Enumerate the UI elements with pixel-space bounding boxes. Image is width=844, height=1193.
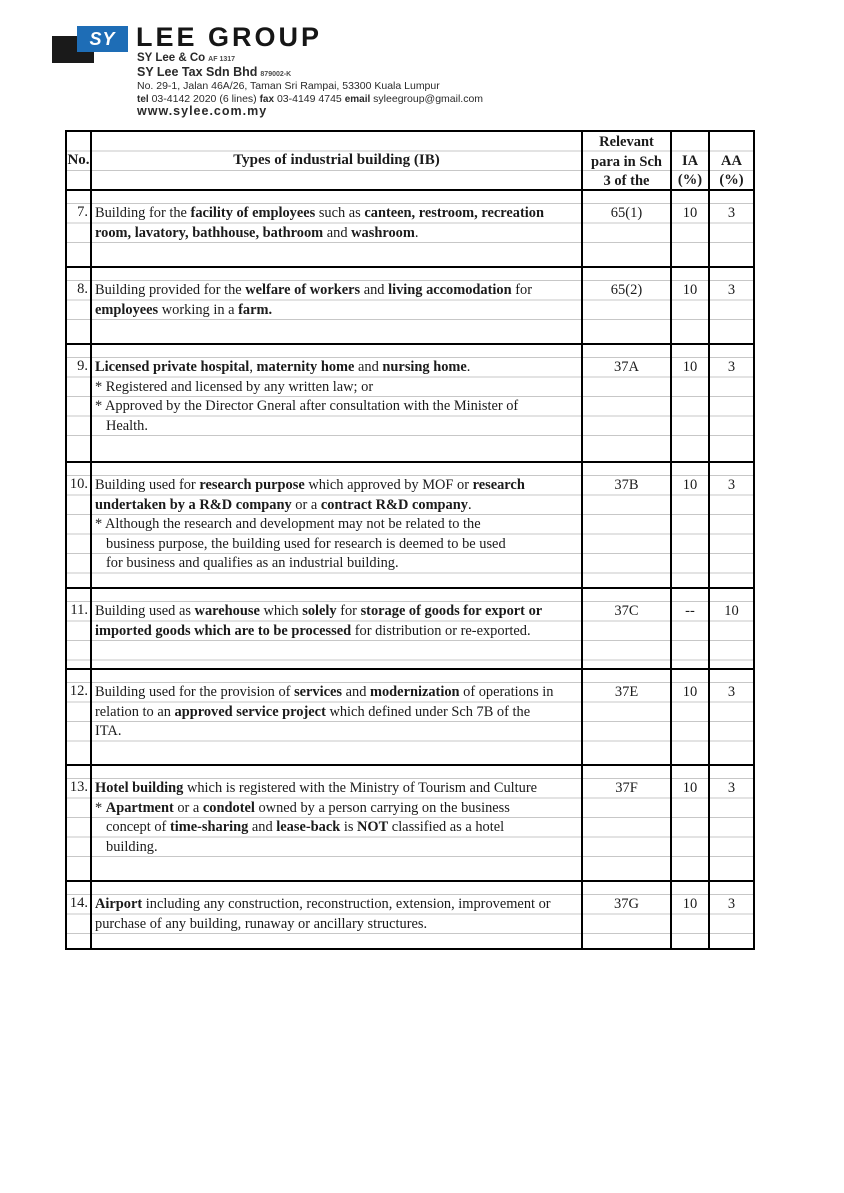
- row-description-cell: [92, 268, 583, 343]
- description-segment: Apartment: [105, 799, 174, 816]
- row-description-cell: [92, 766, 583, 880]
- description-segment: and: [360, 282, 389, 298]
- description-segment: condotel: [202, 799, 255, 816]
- description-segment: business purpose, the building used for research is deemed to be used: [106, 535, 506, 552]
- description-segment: .: [466, 359, 471, 375]
- description-segment: and: [248, 819, 277, 835]
- description-line: [95, 515, 578, 535]
- description-segment: research: [472, 477, 525, 493]
- firm-name-1: SY Lee & Co AF 1317: [137, 52, 236, 64]
- description-line: [95, 378, 578, 398]
- row-para-cell: 65(1): [583, 191, 672, 266]
- row-ia-cell: 10: [672, 882, 710, 948]
- description-segment: and: [354, 359, 383, 375]
- description-segment: such as: [315, 205, 365, 221]
- description-segment: lease-back: [276, 819, 341, 835]
- description-segment: solely: [302, 603, 337, 619]
- row-aa-cell: 3: [727, 477, 736, 493]
- firm-reg-2: 879002-K: [260, 70, 292, 78]
- header-relevant-para: Relevant para in Sch 3 of the: [583, 132, 672, 189]
- description-segment: undertaken by a R&D company: [95, 496, 292, 513]
- row-para-cell: 37F: [583, 766, 672, 880]
- description-line: [95, 224, 578, 244]
- description-segment: modernization: [370, 684, 460, 700]
- row-aa-cell: 10: [724, 603, 739, 619]
- description-segment: facility of employees: [190, 205, 316, 221]
- description-segment: contract R&D company: [320, 496, 468, 513]
- row-ia-cell: --: [672, 589, 710, 668]
- description-segment: employees: [95, 301, 159, 318]
- description-segment: which: [259, 603, 303, 619]
- row-description-cell: [92, 191, 583, 266]
- description-segment: farm.: [238, 301, 273, 318]
- table-row: [67, 882, 753, 948]
- header-types: Types of industrial building (IB): [92, 132, 583, 189]
- description-segment: Health.: [106, 417, 148, 434]
- row-aa-cell: 3: [727, 684, 736, 700]
- contact-segment: syleegroup@gmail.com: [370, 92, 484, 105]
- row-description-cell: [92, 463, 583, 587]
- letterhead: [0, 0, 844, 120]
- description-segment: Building provided for the: [95, 282, 246, 298]
- contact-segment: email: [344, 93, 371, 105]
- description-segment: ITA.: [95, 723, 122, 739]
- row-number-cell: 7.: [67, 191, 92, 266]
- description-segment: which is registered with the Ministry of Tourism and Culture: [183, 780, 538, 796]
- description-segment: approved service project: [174, 703, 326, 720]
- row-aa-cell: 3: [727, 282, 736, 298]
- description-line: [95, 683, 578, 703]
- description-line: [95, 779, 578, 799]
- description-segment: building.: [106, 838, 158, 855]
- description-segment: imported goods which are to be processed: [95, 622, 352, 639]
- logo-blue-box: [77, 26, 128, 52]
- description-segment: living accomodation: [388, 282, 512, 298]
- description-segment: canteen, restroom, recreation: [364, 205, 544, 221]
- brand-name: LEE GROUP: [136, 22, 323, 52]
- description-line: [95, 838, 578, 858]
- description-segment: time-sharing: [169, 819, 249, 835]
- header-aa: AA (%): [719, 152, 744, 189]
- description-line: [95, 818, 578, 838]
- description-segment: maternity home: [256, 359, 355, 375]
- description-segment: Building used for the provision of: [95, 684, 295, 700]
- row-aa-cell: 3: [727, 780, 736, 796]
- description-line: [95, 397, 578, 417]
- row-aa-cell: 3: [727, 359, 736, 375]
- description-line: [95, 417, 578, 437]
- row-ia-cell: 10: [672, 766, 710, 880]
- description-segment: storage of goods for export or: [360, 603, 543, 619]
- description-line: [95, 281, 578, 301]
- firm-name-2: SY Lee Tax Sdn Bhd 879002-K: [137, 64, 292, 79]
- description-line: [95, 301, 578, 321]
- logo-sy-text: SY: [89, 28, 116, 49]
- description-segment: Building used as: [95, 603, 195, 619]
- row-ia-cell: 10: [672, 670, 710, 764]
- description-segment: services: [294, 684, 343, 700]
- description-segment: which defined under Sch 7B of the: [325, 703, 531, 720]
- description-segment: for distribution or re-exported.: [351, 622, 531, 639]
- description-segment: and: [342, 684, 370, 700]
- description-segment: washroom: [351, 224, 415, 241]
- description-segment: or a: [173, 799, 203, 816]
- row-para-cell: 37C: [583, 589, 672, 668]
- header-no: No.: [67, 132, 92, 189]
- row-number-cell: 11.: [67, 589, 92, 668]
- row-ia-cell: 10: [672, 463, 710, 587]
- description-segment: NOT: [357, 819, 389, 835]
- description-line: [95, 915, 578, 935]
- row-para-cell: 37E: [583, 670, 672, 764]
- description-segment: research purpose: [199, 477, 305, 493]
- description-segment: Hotel building: [95, 780, 184, 796]
- description-segment: warehouse: [194, 603, 260, 619]
- row-number-cell: 8.: [67, 268, 92, 343]
- description-segment: is: [340, 819, 358, 835]
- table-row: [67, 670, 753, 766]
- description-line: [95, 622, 578, 642]
- row-description-cell: [92, 589, 583, 668]
- description-segment: * Approved by the Director Gneral after consultation with the Minister of: [95, 398, 519, 414]
- description-segment: concept of: [106, 819, 170, 835]
- description-segment: room, lavatory, bathhouse, bathroom: [95, 224, 324, 241]
- contact-segment: 03-4149 4745: [274, 92, 345, 105]
- table-row: [67, 463, 753, 589]
- table-header-row: [67, 132, 753, 191]
- row-number-cell: 12.: [67, 670, 92, 764]
- row-number-cell: 14.: [67, 882, 92, 948]
- description-segment: nursing home: [382, 359, 467, 375]
- firm-details: [137, 51, 483, 118]
- description-segment: Building for the: [95, 205, 191, 221]
- description-segment: * Although the research and development may not be related to the: [95, 516, 481, 532]
- description-segment: *: [95, 799, 106, 816]
- row-ia-cell: 10: [672, 345, 710, 461]
- description-line: [95, 476, 578, 496]
- description-segment: including any construction, reconstruction, extension, improvement or: [142, 896, 551, 912]
- description-segment: working in a: [158, 301, 239, 318]
- description-line: [95, 535, 578, 555]
- description-segment: which approved by MOF or: [304, 477, 473, 493]
- row-number-cell: 9.: [67, 345, 92, 461]
- row-aa-cell: 3: [727, 205, 736, 221]
- description-segment: .: [414, 224, 419, 241]
- row-description-cell: [92, 345, 583, 461]
- row-number-cell: 10.: [67, 463, 92, 587]
- description-segment: for business and qualifies as an industrial building.: [106, 555, 399, 571]
- description-segment: relation to an: [95, 703, 175, 720]
- description-segment: .: [467, 496, 472, 513]
- row-aa-cell: 3: [727, 896, 736, 912]
- row-ia-cell: 10: [672, 268, 710, 343]
- description-line: [95, 204, 578, 224]
- row-para-cell: 37A: [583, 345, 672, 461]
- description-segment: of operations in: [459, 684, 554, 700]
- description-segment: and: [323, 224, 352, 241]
- table-row: [67, 191, 753, 268]
- description-line: [95, 722, 578, 742]
- description-segment: welfare of workers: [245, 282, 361, 298]
- description-segment: purchase of any building, runaway or ancillary structures.: [95, 915, 428, 932]
- description-segment: Licensed private hospital: [95, 359, 250, 375]
- description-segment: * Registered and licensed by any written law; or: [95, 378, 374, 395]
- description-segment: Airport: [95, 896, 143, 912]
- row-para-cell: 65(2): [583, 268, 672, 343]
- firm-reg-1: AF 1317: [208, 56, 236, 63]
- table-row: [67, 268, 753, 345]
- contact-segment: fax: [259, 93, 275, 105]
- table-row: [67, 589, 753, 670]
- table-row: [67, 345, 753, 463]
- header-ia: IA (%): [672, 132, 710, 189]
- description-segment: for: [336, 603, 361, 619]
- row-description-cell: [92, 882, 583, 948]
- description-line: [95, 602, 578, 622]
- description-segment: ,: [249, 359, 257, 375]
- description-line: [95, 799, 578, 819]
- contact-segment: tel: [137, 93, 149, 105]
- industrial-building-table: [65, 130, 755, 950]
- description-line: [95, 554, 578, 574]
- row-para-cell: 37B: [583, 463, 672, 587]
- description-line: [95, 895, 578, 915]
- description-segment: or a: [291, 496, 321, 513]
- description-line: [95, 358, 578, 378]
- website-url: www.sylee.com.my: [137, 104, 268, 118]
- description-line: [95, 496, 578, 516]
- address-line: No. 29-1, Jalan 46A/26, Taman Sri Rampai, 53300 Kuala Lumpur: [137, 80, 440, 92]
- table-row: [67, 766, 753, 882]
- description-segment: for: [511, 282, 533, 298]
- description-segment: classified as a hotel: [388, 819, 505, 835]
- row-description-cell: [92, 670, 583, 764]
- contact-segment: 03-4142 2020 (6 lines): [148, 92, 260, 105]
- description-line: [95, 703, 578, 723]
- description-segment: owned by a person carrying on the business: [254, 799, 510, 816]
- row-ia-cell: 10: [672, 191, 710, 266]
- row-para-cell: 37G: [583, 882, 672, 948]
- row-number-cell: 13.: [67, 766, 92, 880]
- description-segment: Building used for: [95, 477, 200, 493]
